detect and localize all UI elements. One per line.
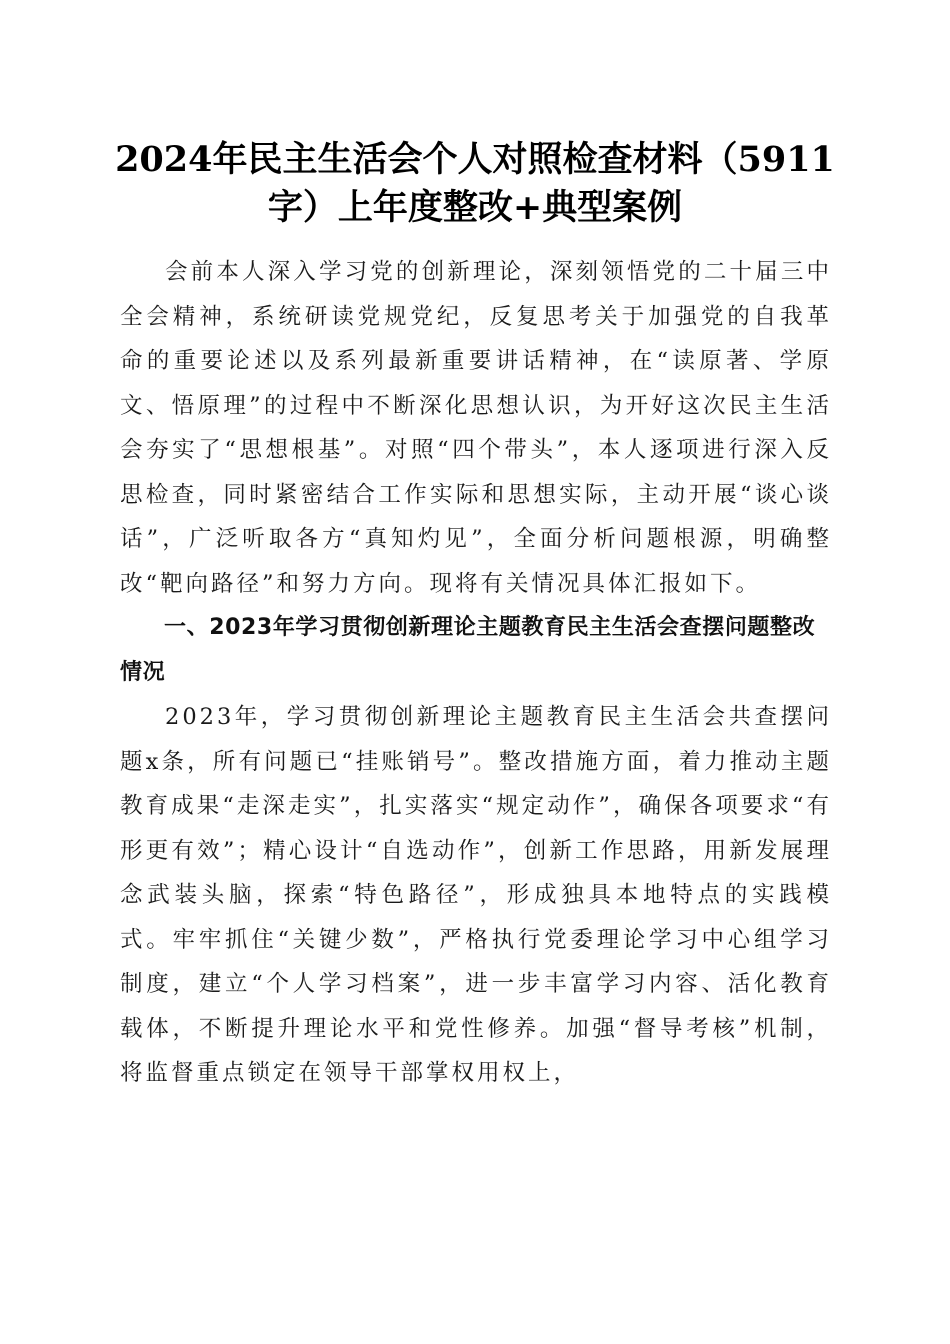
section-heading: 一、2023年学习贯彻创新理论主题教育民主生活会查摆问题整改情况 bbox=[120, 615, 816, 685]
document-title: 2024年民主生活会个人对照检查材料（5911字）上年度整改+典型案例 bbox=[115, 139, 835, 228]
section-paragraph: 2023年，学习贯彻创新理论主题教育民主生活会共查摆问题x条，所有问题已“挂账销号”。整改措施方面，着力推动主题教育成果“走深走实”，扎实落实“规定动作”，确保各项要求“有形更有效”；精心设计“自选动作”，创新工作思路，用新发展理念武装头脑，探索“特色路径”，形成独具本地特点的实践模式。牢牢抓住“关键少数”，严格执行党委理论学习中心组学习制度，建立“个人学习档案”，进一步丰富学习内容、活化教育载体，不断提升理论水平和党性修养。加强“督导考核”机制，将监督重点锁定在领导干部掌权用权上， bbox=[120, 704, 832, 1086]
intro-paragraph: 会前本人深入学习党的创新理论，深刻领悟党的二十届三中全会精神，系统研读党规党纪，反复思考关于加强党的自我革命的重要论述以及系列最新重要讲话精神，在“读原著、学原文、悟原理”的过程中不断深化思想认识，为开好这次民主生活会夯实了“思想根基”。对照“四个带头”，本人逐项进行深入反思检查，同时紧密结合工作实际和思想实际，主动开展“谈心谈话”，广泛听取各方“真知灼见”，全面分析问题根源，明确整改“靶向路径”和努力方向。现将有关情况具体汇报如下。 bbox=[120, 259, 832, 597]
document-body bbox=[120, 250, 832, 1096]
